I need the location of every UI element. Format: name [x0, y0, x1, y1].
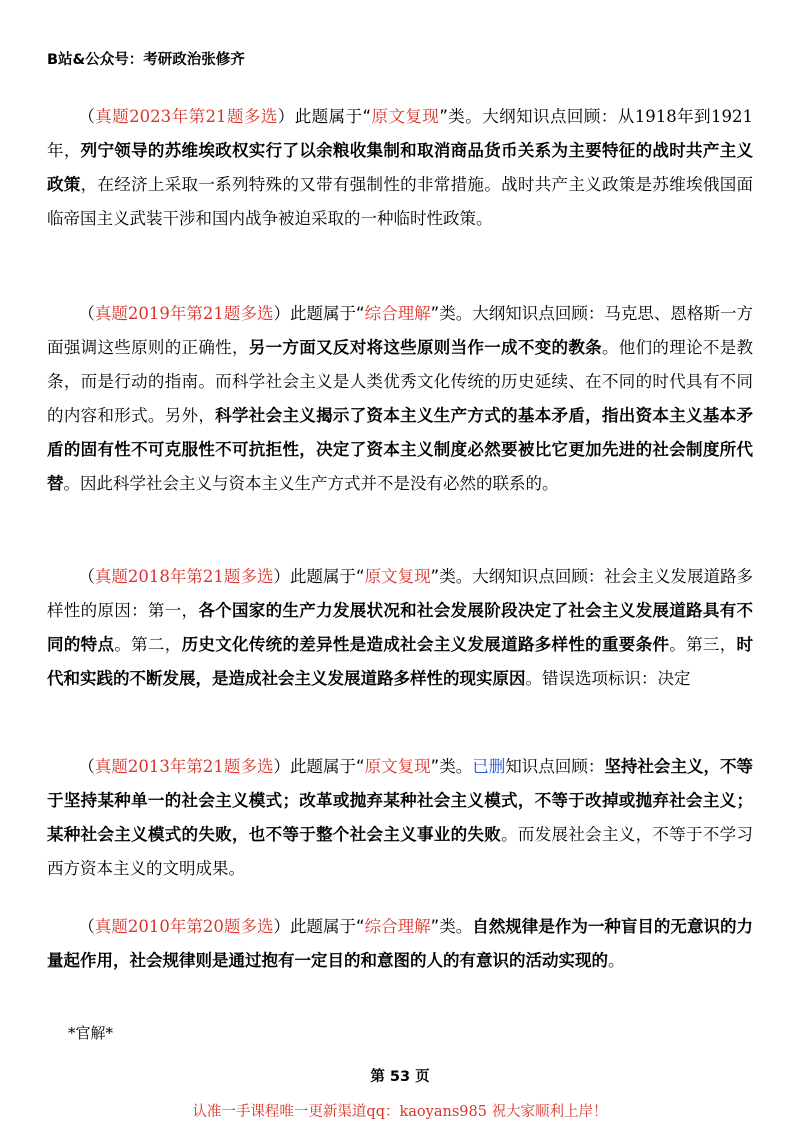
text-segment: 。	[608, 951, 625, 970]
footer-channel-notice: 认准一手课程唯一更新渠道qq：kaoyans985 祝大家顺利上岸！	[192, 1104, 608, 1120]
text-segment: 原文复现	[364, 757, 431, 776]
text-segment: 。第三，	[669, 635, 737, 654]
text-segment: 时代和实践的不断发展，是造成社会主义发展道路多样性的现实原因	[47, 635, 754, 688]
text-segment: ）此题属于“	[273, 917, 365, 936]
text-segment: 大纲知识点回顾：马克思、恩格斯一方面强调这些原则的正确性，	[47, 304, 753, 357]
text-segment: 大纲知识点回顾：社会主义发展道路多样性的原因：第一，	[47, 567, 753, 620]
text-segment: 科学社会主义揭示了资本主义生产方式的基本矛盾，指出资本主义基本矛盾的固有性不可克服性不可抗拒性，决定了资本主义制度必然要被比它更加先进的社会制度所代替	[47, 406, 754, 493]
text-segment: 另一方面又反对将这些原则当作一成不变的教条	[248, 338, 602, 357]
text-segment: ）此题属于“	[277, 107, 372, 126]
text-segment: ”类。	[430, 304, 473, 323]
text-segment: （	[78, 567, 95, 586]
text-segment: 。因此科学社会主义与资本主义生产方式并不是没有必然的联系的。	[63, 474, 559, 493]
text-segment: 真题2018年第21题多选	[94, 567, 274, 586]
text-segment: ，在经济上采取一系列特殊的又带有强制性的非常措施。战时共产主义政策是苏维埃俄国面临帝国主义武装干涉和国内战争被迫采取的一种临时性政策。	[47, 175, 754, 228]
text-segment: 综合理解	[364, 917, 431, 936]
text-segment: 真题2013年第21题多选	[94, 757, 274, 776]
text-segment: 历史文化传统的差异性是造成社会主义发展道路多样性的重要条件	[181, 635, 670, 654]
text-segment: ）此题属于“	[273, 567, 365, 586]
text-segment: （	[78, 304, 95, 323]
header-channel: B站&公众号：考研政治张修齐	[47, 52, 245, 68]
text-segment: ”类。	[430, 757, 473, 776]
text-segment: 已删	[472, 757, 506, 776]
paragraph-2023	[47, 100, 753, 236]
text-segment: ）此题属于“	[273, 304, 365, 323]
text-segment: 知识点回顾：	[505, 757, 605, 776]
text-segment: 大纲知识点回顾：从1918年到1921年，	[47, 107, 754, 160]
text-segment: 。第二，	[114, 635, 182, 654]
text-segment: 。错误选项标识：决定	[525, 669, 691, 688]
text-segment: 真题2023年第21题多选	[95, 107, 278, 126]
text-segment: ”类。	[430, 567, 473, 586]
paragraph-2019	[47, 297, 753, 501]
text-segment: （	[78, 107, 96, 126]
text-segment: 原文复现	[364, 567, 431, 586]
text-segment: 自然规律是作为一种盲目的无意识的力量起作用，社会规律则是通过抱有一定目的和意图的人的有意识的活动实现的	[47, 917, 753, 970]
paragraph-2018	[47, 560, 753, 696]
text-segment: ”类。	[439, 107, 483, 126]
text-segment: ）此题属于“	[273, 757, 365, 776]
text-segment: 坚持社会主义，不等于坚持某种单一的社会主义模式；改革或抛弃某种社会主义模式，不等于改掉或抛弃社会主义；某种社会主义模式的失败，也不等于整个社会主义事业的失败	[47, 757, 753, 844]
text-segment: （	[78, 757, 95, 776]
text-segment: ”类。	[430, 917, 473, 936]
paragraph-2013	[47, 750, 753, 886]
note-official: *官解*	[68, 1024, 114, 1042]
text-segment: 。而发展社会主义，不等于不学习西方资本主义的文明成果。	[47, 825, 754, 878]
text-segment: 列宁领导的苏维埃政权实行了以余粮收集制和取消商品货币关系为主要特征的战时共产主义政策	[47, 141, 754, 194]
page-number: 第 53 页	[370, 1069, 430, 1085]
text-segment: 各个国家的生产力发展状况和社会发展阶段决定了社会主义发展道路具有不同的特点	[47, 601, 754, 654]
text-segment: 原文复现	[371, 107, 440, 126]
text-segment: 真题2019年第21题多选	[94, 304, 274, 323]
paragraph-2010	[47, 910, 753, 978]
text-segment: 综合理解	[364, 304, 431, 323]
text-segment: （	[78, 917, 95, 936]
text-segment: 真题2010年第20题多选	[94, 917, 274, 936]
text-segment: 。他们的理论不是教条，而是行动的指南。而科学社会主义是人类优秀文化传统的历史延续、在不同的时代具有不同的内容和形式。另外，	[47, 338, 754, 425]
